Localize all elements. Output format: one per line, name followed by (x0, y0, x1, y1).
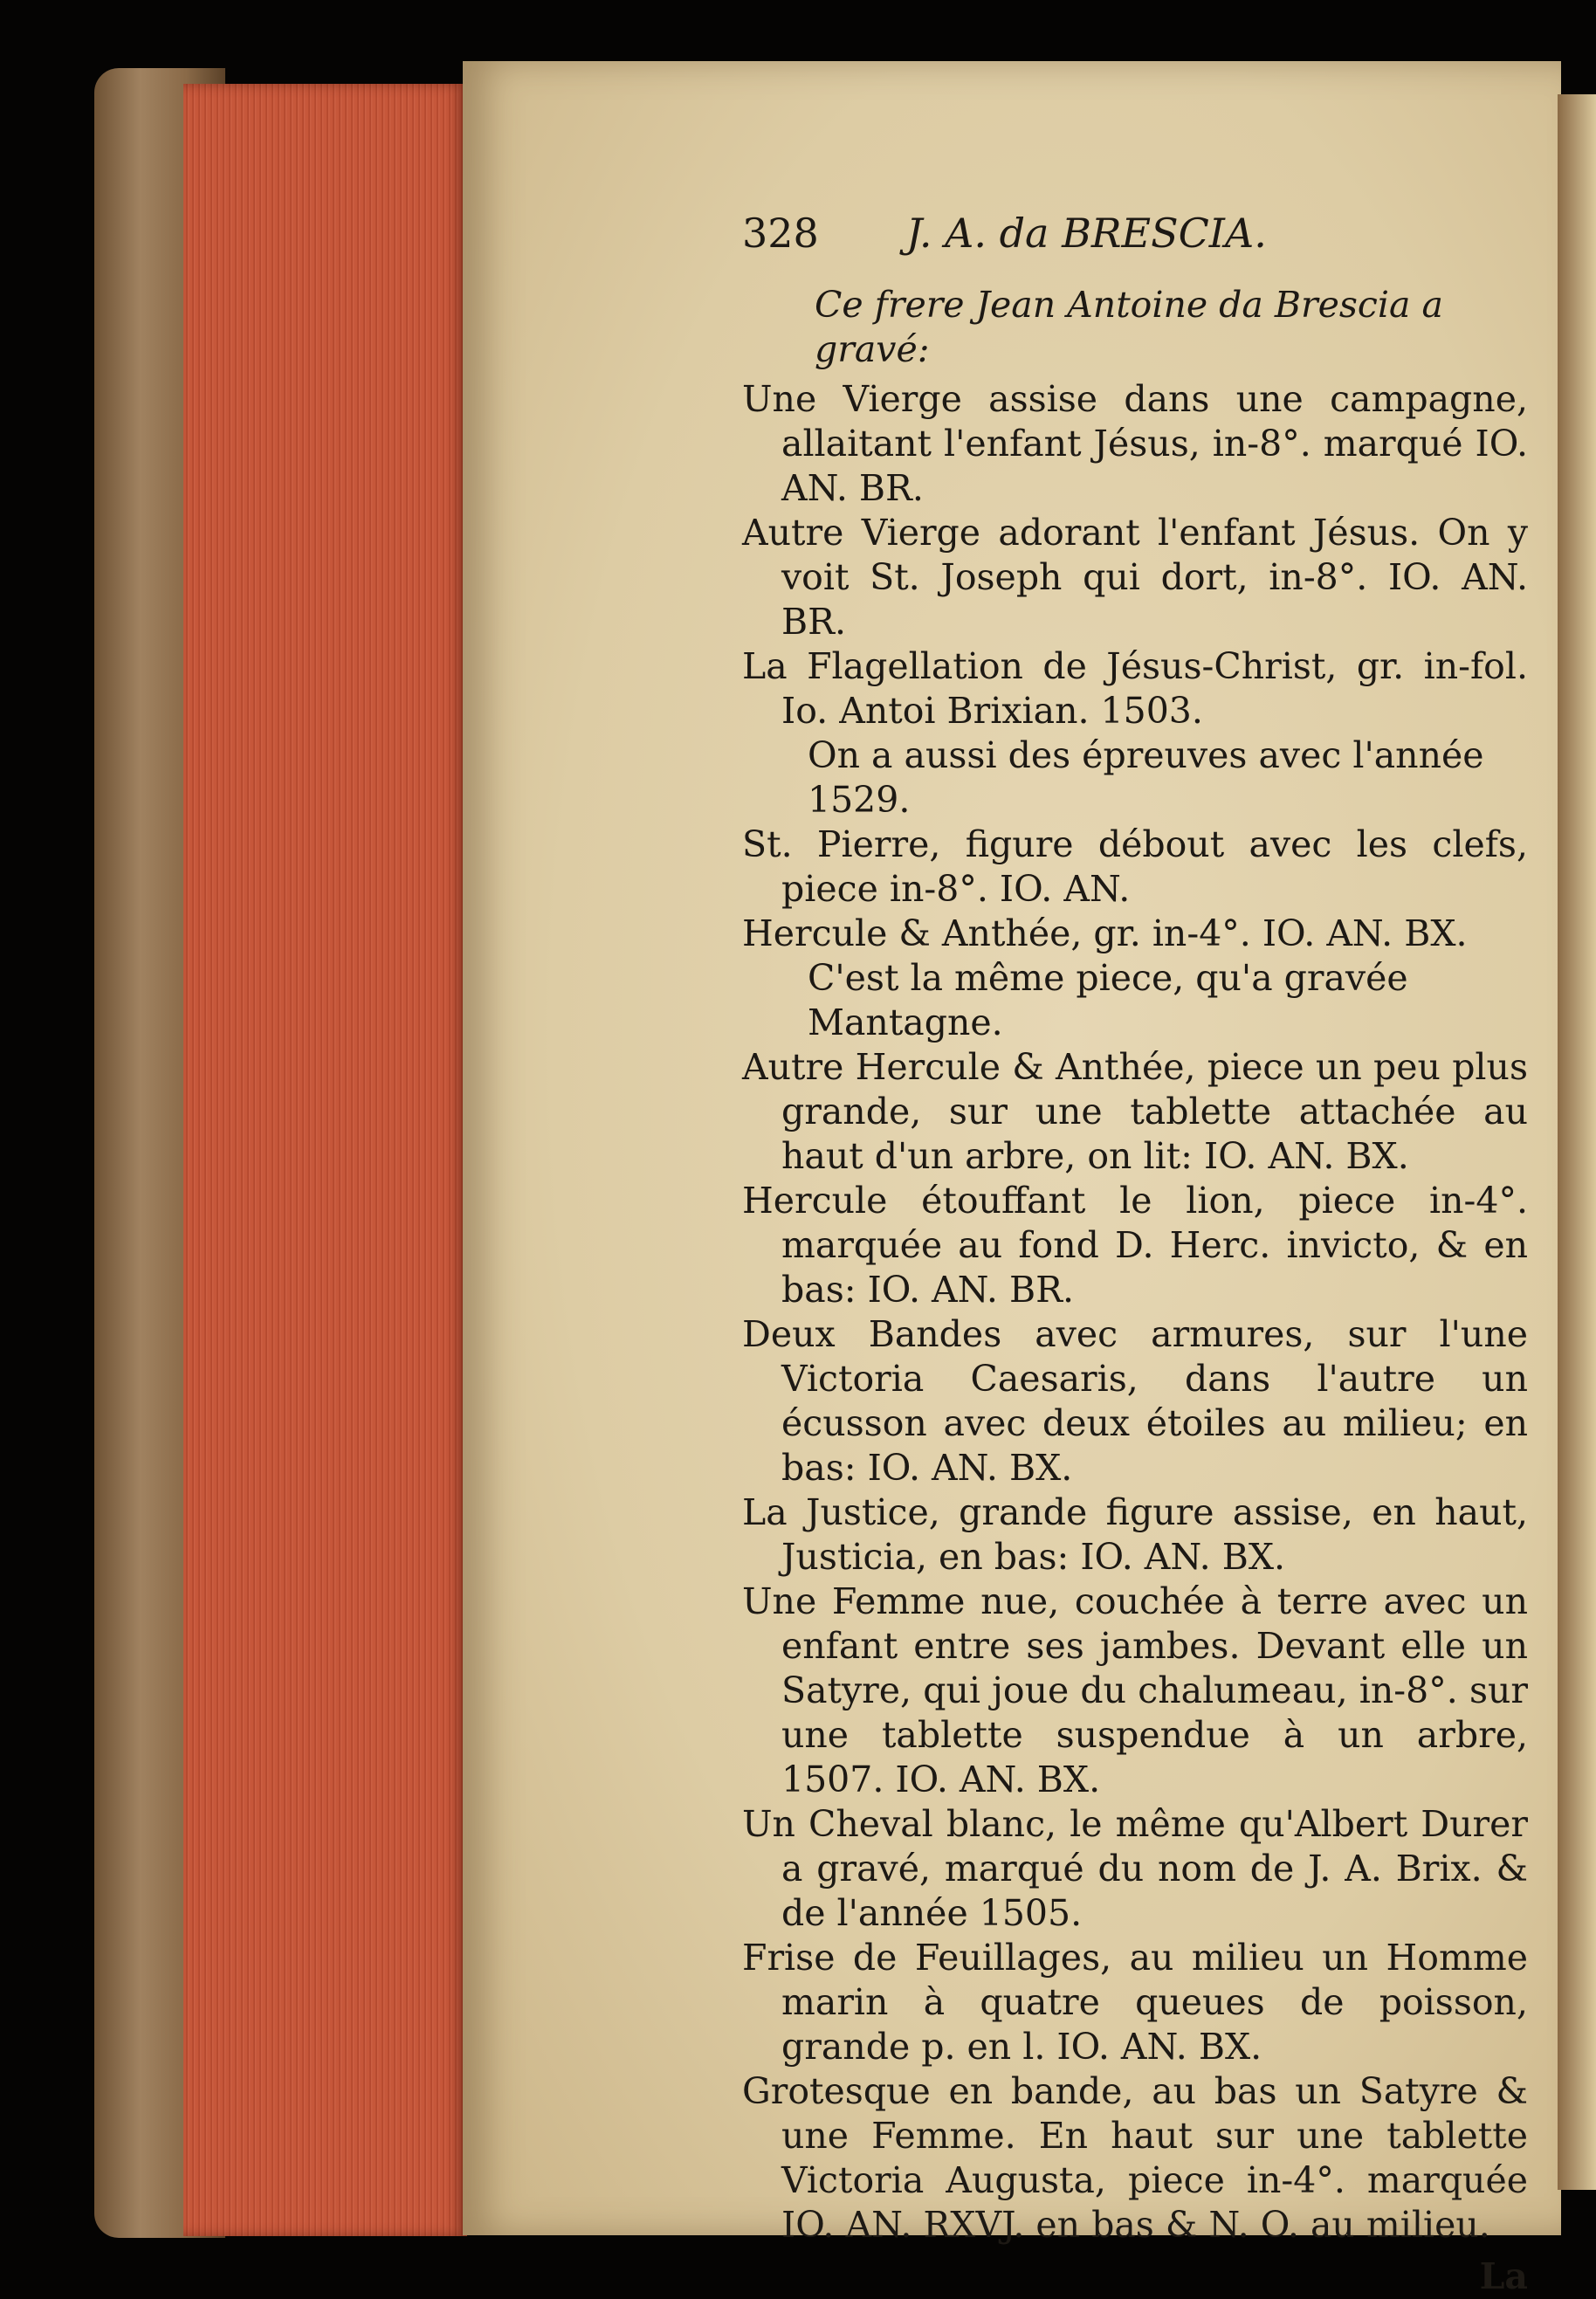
catalog-entry: Un Cheval blanc, le même qu'Albert Durer a gravé, marqué du nom de J. A. Brix. & de l'année 1505. (742, 1803, 1528, 1934)
catalog-entry: Deux Bandes avec armures, sur l'une Victoria Caesaris, dans l'autre un écusson avec deux étoiles au milieu; en bas: IO. AN. BX. (742, 1313, 1528, 1489)
catchword: La (1479, 2255, 1528, 2297)
page-number: 328 (742, 210, 819, 257)
catalog-note: On a aussi des épreuves avec l'année 1529. (808, 734, 1484, 821)
catalog-entry: Autre Vierge adorant l'enfant Jésus. On y voit St. Joseph qui dort, in-8°. IO. AN. BR. (742, 512, 1528, 643)
catalog-entry: Hercule étouffant le lion, piece in-4°. marquée au fond D. Herc. invicto, & en bas: IO. AN. BR. (742, 1180, 1528, 1311)
red-page-edges (183, 84, 467, 2236)
page-header (742, 203, 1528, 283)
catalog-entry: St. Pierre, figure débout avec les clefs, piece in-8°. IO. AN. (742, 823, 1528, 910)
catalog-entry: Frise de Feuillages, au milieu un Homme marin à quatre queues de poisson, grande p. en l. IO. AN. BX. (742, 1937, 1528, 2068)
catalog-entry: Hercule & Anthée, gr. in-4°. IO. AN. BX. (742, 912, 1468, 954)
catalog-entry: Grotesque en bande, au bas un Satyre & une Femme. En haut sur une tablette Victoria Augusta, piece in-4°. marquée IO. AN. RXVJ. en bas & N. O. au milieu. (742, 2070, 1528, 2246)
catalog-note: C'est la même piece, qu'a gravée Mantagne. (808, 957, 1408, 1043)
adjacent-page-edge (1558, 94, 1596, 2190)
catalog-entry: Une Femme nue, couchée à terre avec un enfant entre ses jambes. Devant elle un Satyre, qui joue du chalumeau, in-8°. sur une tablette suspendue à un arbre, 1507. IO. AN. BX. (742, 1580, 1528, 1800)
page-text (742, 203, 1528, 2299)
catalog-entry: Autre Hercule & Anthée, piece un peu plus grande, sur une tablette attachée au haut d'un arbre, on lit: IO. AN. BX. (742, 1046, 1528, 1177)
catalog-entry: La Flagellation de Jésus-Christ, gr. in-fol. Io. Antoi Brixian. 1503. (742, 645, 1528, 732)
running-head: J. A. da BRESCIA. (906, 210, 1267, 257)
catalog-entry: Une Vierge assise dans une campagne, allaitant l'enfant Jésus, in-8°. marqué IO. AN. BR. (742, 378, 1528, 509)
catalog-entry: La Justice, grande figure assise, en haut, Justicia, en bas: IO. AN. BX. (742, 1491, 1528, 1578)
intro-line: Ce frere Jean Antoine da Brescia a gravé: (815, 284, 1443, 370)
